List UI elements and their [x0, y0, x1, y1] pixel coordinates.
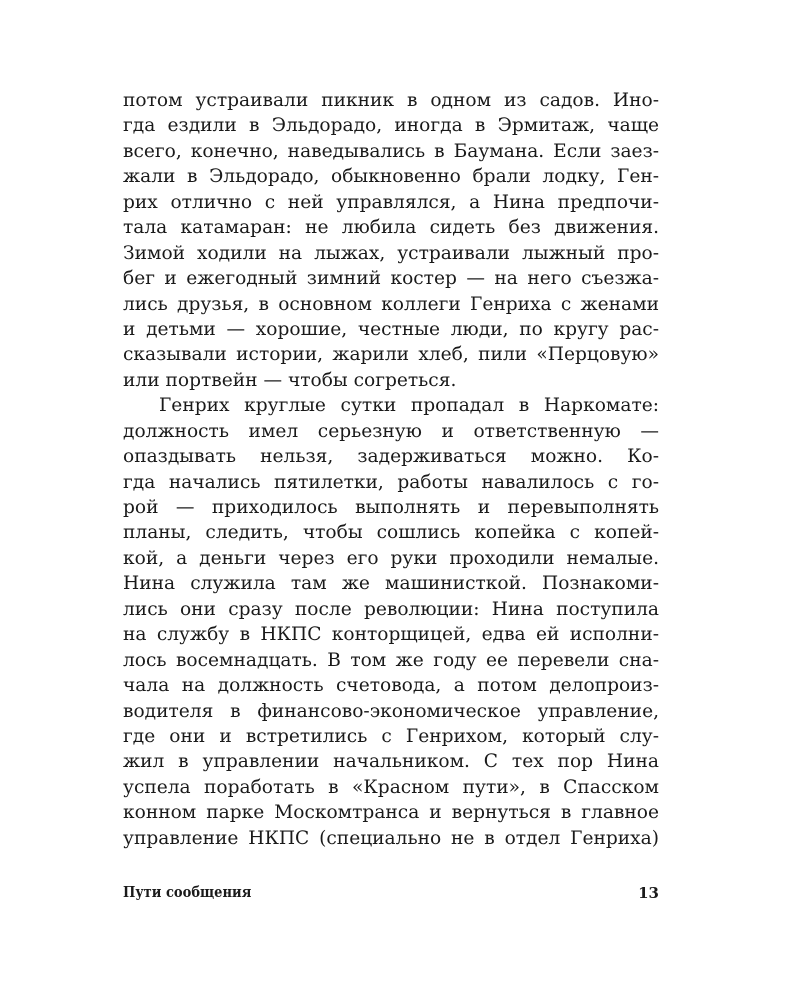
text-line: лись они сразу после революции: Нина поступила [123, 598, 659, 620]
text-line: и детьми — хорошие, честные люди, по кругу рас- [123, 318, 659, 340]
text-line: лось восемнадцать. В том же году ее перевели сна- [123, 649, 659, 671]
text-line: жали в Эльдорадо, обыкновенно брали лодку, Ген- [123, 166, 659, 188]
text-line: должность имел серьезную и ответственную — [123, 420, 659, 442]
text-line: гда ездили в Эльдорадо, иногда в Эрмитаж, чаще [123, 115, 659, 137]
text-line: потом устраивали пикник в одном из садов. Ино- [123, 90, 659, 111]
page-number: 13 [638, 884, 659, 902]
text-line: лись друзья, в основном коллеги Генриха с женами [123, 293, 659, 315]
text-line: рой — приходилось выполнять и перевыполнять [123, 497, 659, 518]
text-line: всего, конечно, наведывались в Баумана. Если заез- [123, 140, 659, 162]
text-line: кой, а деньги через его руки проходили немалые. [123, 547, 659, 569]
text-line: успела поработать в «Красном пути», в Спасском [123, 776, 659, 798]
text-line: чала на должность счетовода, а потом делопроиз- [123, 675, 659, 697]
text-line: бег и ежегодный зимний костер — на него съезжа- [123, 268, 659, 290]
text-line: рих отлично с ней управлялся, а Нина предпочи- [123, 191, 659, 213]
text-line: на службу в НКПС конторщицей, едва ей исполни- [123, 624, 659, 646]
text-line: где они и встретились с Генрихом, который слу- [123, 725, 659, 747]
text-line: тала катамаран: не любила сидеть без движения. [123, 217, 659, 239]
text-line: Нина служила там же машинисткой. Познакоми- [123, 573, 659, 595]
paragraph-end-line: или портвейн — чтобы согреться. [123, 369, 457, 391]
text-line: гда начались пятилетки, работы навалилось с го- [123, 471, 659, 493]
text-line: конном парке Москомтранса и вернуться в главное [123, 802, 659, 824]
text-line: жил в управлении начальником. С тех пор Нина [123, 751, 659, 773]
text-line: Зимой ходили на лыжах, устраивали лыжный про- [123, 242, 659, 264]
text-line: опаздывать нельзя, задерживаться можно. Ко- [123, 446, 659, 468]
text-line: управление НКПС (специально не в отдел Генриха) [123, 827, 659, 849]
page-footer [123, 884, 659, 908]
body-text [123, 88, 659, 851]
text-line: сказывали истории, жарили хлеб, пили «Перцовую» [123, 344, 659, 366]
paragraph-start-line: Генрих круглые сутки пропадал в Наркомате: [159, 395, 659, 417]
running-title: Пути сообщения [123, 884, 252, 901]
text-line: планы, следить, чтобы сошлись копейка с копей- [123, 522, 659, 544]
text-line: водителя в финансово-экономическое управление, [123, 700, 659, 722]
